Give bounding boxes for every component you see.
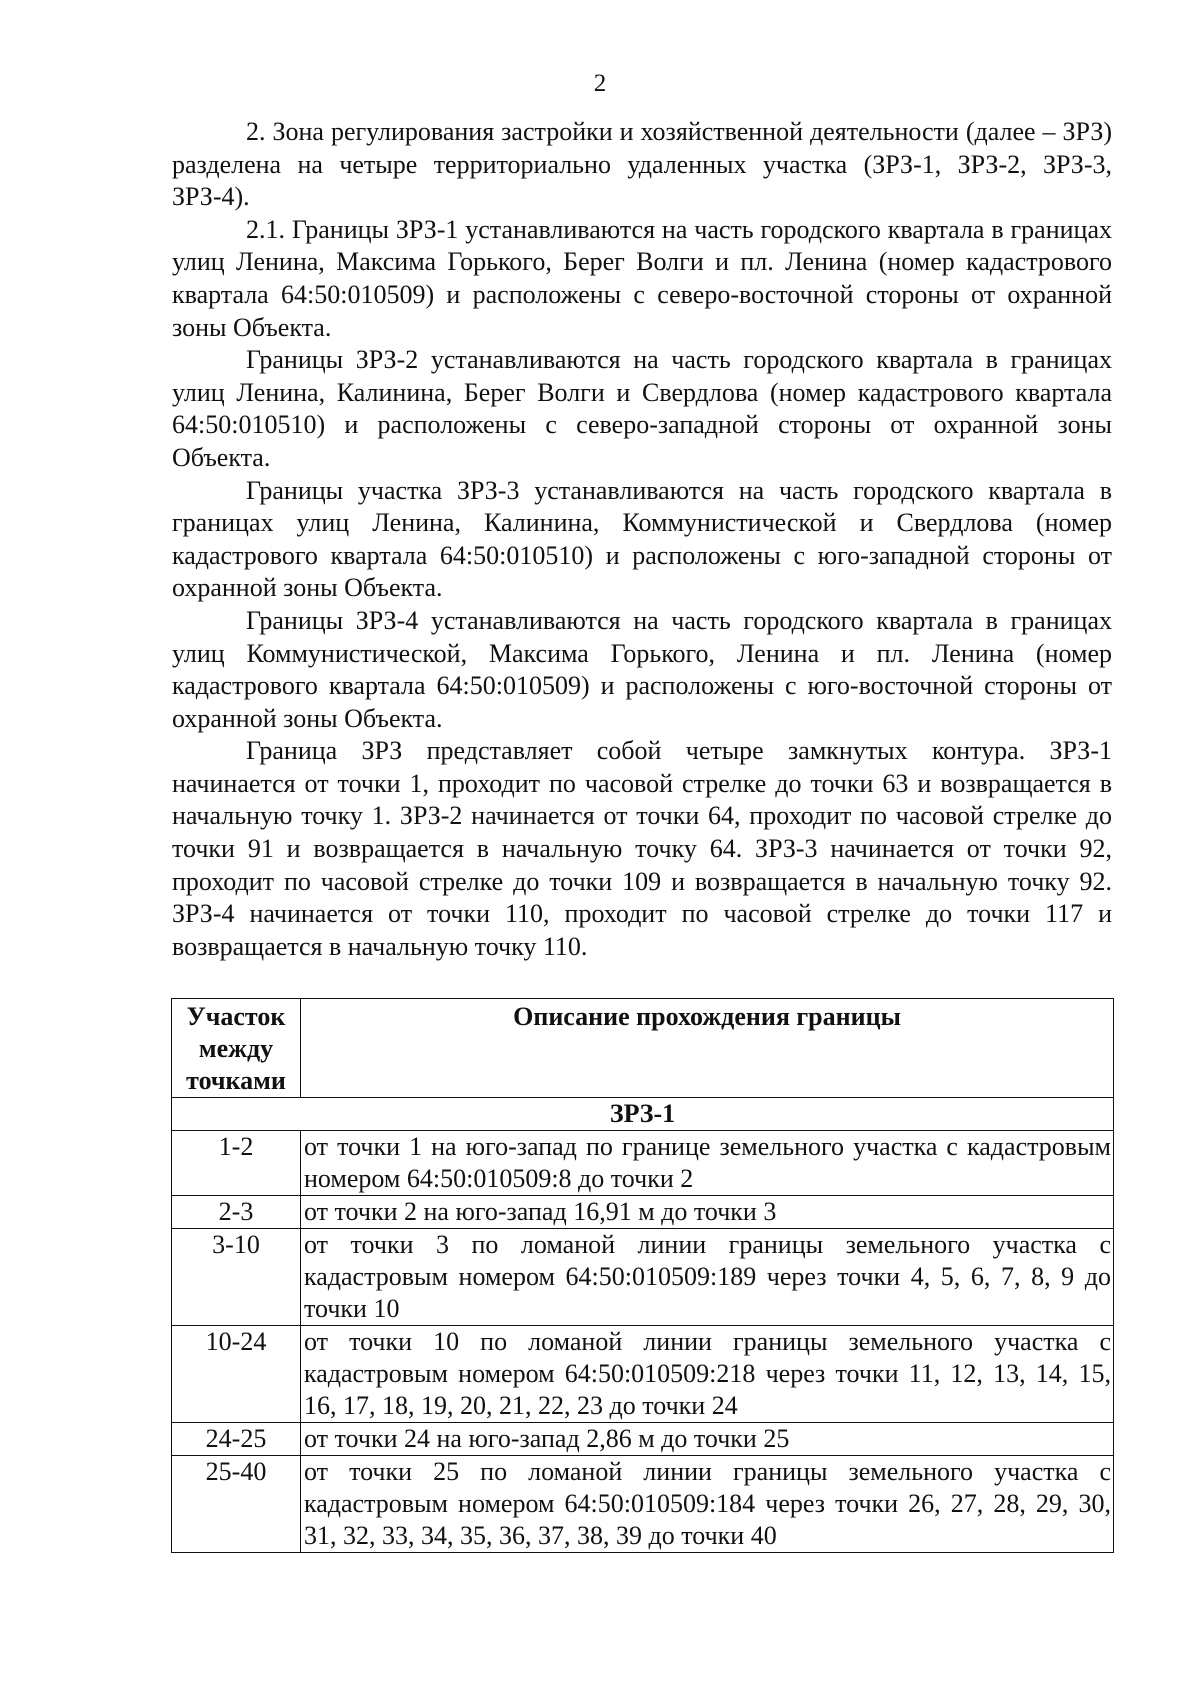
paragraph-zrz1-bounds: 2.1. Границы ЗРЗ-1 устанавливаются на часть городского квартала в границах улиц Ленина, Максима Горького, Берег Волги и пл. Ленина (номер кадастрового квартала 64:50:010509) и расположены с северо-восточной стороны от охранной зоны Объекта. — [172, 214, 1112, 342]
segment-cell: 1-2 — [172, 1131, 301, 1196]
paragraph-zrz4-bounds: Границы ЗРЗ-4 устанавливаются на часть городского квартала в границах улиц Коммунистической, Максима Горького, Ленина и пл. Ленина (номер кадастрового квартала 64:50:010509) и расположены с юго-восточной стороны от охранной зоны Объекта. — [172, 605, 1112, 733]
table-row — [172, 1196, 1114, 1229]
table-row — [172, 1423, 1114, 1456]
description-cell: от точки 1 на юго-запад по границе земельного участка с кадастровым номером 64:50:010509:8 до точки 2 — [301, 1131, 1114, 1196]
paragraph-zrz3-bounds: Границы участка ЗРЗ-3 устанавливаются на часть городского квартала в границах улиц Ленина, Калинина, Коммунистической и Свердлова (номер кадастрового квартала 64:50:010510) и расположены с юго-западной стороны от охранной зоны Объекта. — [172, 475, 1112, 603]
table-header-row — [172, 999, 1114, 1098]
description-cell: от точки 3 по ломаной линии границы земельного участка с кадастровым номером 64:50:010509:189 через точки 4, 5, 6, 7, 8, 9 до точки 10 — [301, 1229, 1114, 1326]
segment-cell: 3-10 — [172, 1229, 301, 1326]
header-segment: Участок между точками — [172, 999, 301, 1098]
table-row — [172, 1131, 1114, 1196]
description-cell: от точки 2 на юго-запад 16,91 м до точки 3 — [301, 1196, 1114, 1229]
description-cell: от точки 10 по ломаной линии границы земельного участка с кадастровым номером 64:50:010509:218 через точки 11, 12, 13, 14, 15, 16, 17, 18, 19, 20, 21, 22, 23 до точки 24 — [301, 1326, 1114, 1423]
boundary-table — [171, 998, 1114, 1553]
table-row — [172, 1326, 1114, 1423]
paragraph-zone-split: 2. Зона регулирования застройки и хозяйственной деятельности (далее – ЗРЗ) разделена на четыре территориально удаленных участка (ЗРЗ-1, ЗРЗ-2, ЗРЗ-3, ЗРЗ-4). — [172, 117, 1112, 212]
paragraph-contours: Граница ЗРЗ представляет собой четыре замкнутых контура. ЗРЗ-1 начинается от точки 1, проходит по часовой стрелке до точки 63 и возвращается в начальную точку 1. ЗРЗ-2 начинается от точки 64, проходит по часовой стрелке до точки 91 и возвращается в начальную точку 64. ЗРЗ-3 начинается от точки 92, проходит по часовой стрелке до точки 109 и возвращается в начальную точку 92. ЗРЗ-4 начинается от точки 110, проходит по часовой стрелке до точки 117 и возвращается в начальную точку 110. — [172, 736, 1112, 961]
segment-cell: 24-25 — [172, 1423, 301, 1456]
zone-row — [172, 1098, 1114, 1131]
table-row — [172, 1456, 1114, 1553]
page-number: 2 — [593, 70, 607, 97]
segment-cell: 10-24 — [172, 1326, 301, 1423]
table-row — [172, 1229, 1114, 1326]
header-description: Описание прохождения границы — [301, 999, 1114, 1098]
segment-cell: 25-40 — [172, 1456, 301, 1553]
description-cell: от точки 24 на юго-запад 2,86 м до точки 25 — [301, 1423, 1114, 1456]
description-cell: от точки 25 по ломаной линии границы земельного участка с кадастровым номером 64:50:010509:184 через точки 26, 27, 28, 29, 30, 31, 32, 33, 34, 35, 36, 37, 38, 39 до точки 40 — [301, 1456, 1114, 1553]
zone-label: ЗРЗ-1 — [172, 1098, 1114, 1131]
segment-cell: 2-3 — [172, 1196, 301, 1229]
paragraph-zrz2-bounds: Границы ЗРЗ-2 устанавливаются на часть городского квартала в границах улиц Ленина, Калинина, Берег Волги и Свердлова (номер кадастрового квартала 64:50:010510) и расположены с северо-западной стороны от охранной зоны Объекта. — [172, 345, 1112, 472]
document-body — [172, 116, 1112, 963]
